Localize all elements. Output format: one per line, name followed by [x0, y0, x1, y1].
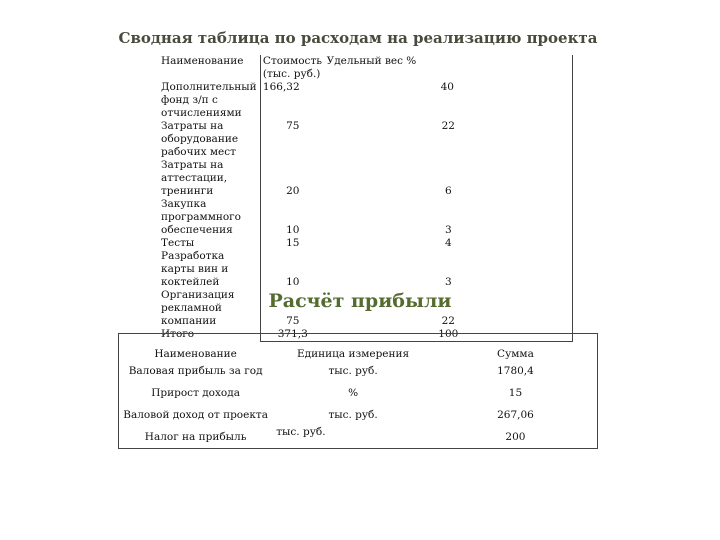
row-share: 40	[325, 81, 573, 120]
table-row	[119, 404, 598, 426]
row-cost: 75	[260, 289, 324, 328]
row-name: Разработка карты вин и коктейлей	[161, 250, 229, 288]
table-header-row	[159, 55, 573, 81]
row-share: 3	[325, 250, 573, 289]
row-cost: 20	[260, 159, 324, 198]
header-unit: Единица измерения	[297, 348, 410, 360]
table-header-row	[119, 334, 598, 361]
row-name: Итого	[161, 328, 195, 340]
table-row	[159, 237, 573, 250]
table-row	[119, 382, 598, 404]
row-cost: 15	[260, 237, 324, 250]
row-name: Валовая прибыль за год	[128, 365, 263, 377]
table-row	[159, 120, 573, 159]
row-share: 4	[325, 237, 573, 250]
row-cost: 75	[260, 120, 324, 159]
row-name: Прирост дохода	[151, 387, 240, 399]
row-cost: 371,3	[260, 328, 324, 342]
table-row	[119, 426, 598, 449]
row-unit: тыс. руб.	[328, 409, 378, 421]
row-name: Затраты на аттестации, тренинги	[161, 159, 228, 197]
row-unit: тыс. руб.	[276, 426, 326, 438]
header-sum: Сумма	[497, 348, 534, 360]
row-name: Затраты на оборудование рабочих мест	[161, 120, 239, 158]
row-share: 6	[325, 159, 573, 198]
row-share: 100	[325, 328, 573, 342]
row-name: Организация рекламной компании	[161, 289, 235, 327]
row-cost: 166,32	[260, 81, 324, 120]
row-share: 22	[325, 289, 573, 328]
profit-table	[118, 333, 598, 449]
row-unit: %	[348, 387, 359, 399]
row-sum: 200	[505, 431, 526, 443]
row-sum: 267,06	[497, 409, 534, 421]
row-unit: тыс. руб.	[328, 365, 378, 377]
table-row	[159, 250, 573, 289]
row-sum: 1780,4	[497, 365, 534, 377]
table-row	[159, 198, 573, 237]
header-name: Наименование	[154, 348, 237, 360]
summary-title: Сводная таблица по расходам на реализацию проекта	[118, 29, 598, 47]
row-name: Тесты	[161, 237, 195, 249]
table-row	[119, 360, 598, 382]
row-cost: 10	[260, 250, 324, 289]
row-sum: 15	[508, 387, 523, 399]
row-name: Дополнительный фонд з/п с отчислениями	[161, 81, 257, 119]
row-name: Закупка программного обеспечения	[161, 198, 242, 236]
header-share: Удельный вес %	[325, 55, 573, 81]
table-row	[159, 159, 573, 198]
row-cost: 10	[260, 198, 324, 237]
table-row	[159, 81, 573, 120]
profit-title: Расчёт прибыли	[268, 290, 452, 312]
row-share: 22	[325, 120, 573, 159]
row-share: 3	[325, 198, 573, 237]
row-name: Налог на прибыль	[144, 431, 247, 443]
row-name: Валовой доход от проекта	[123, 409, 268, 421]
header-name: Наименование	[161, 55, 244, 67]
header-cost: Стоимость (тыс. руб.)	[260, 55, 324, 81]
